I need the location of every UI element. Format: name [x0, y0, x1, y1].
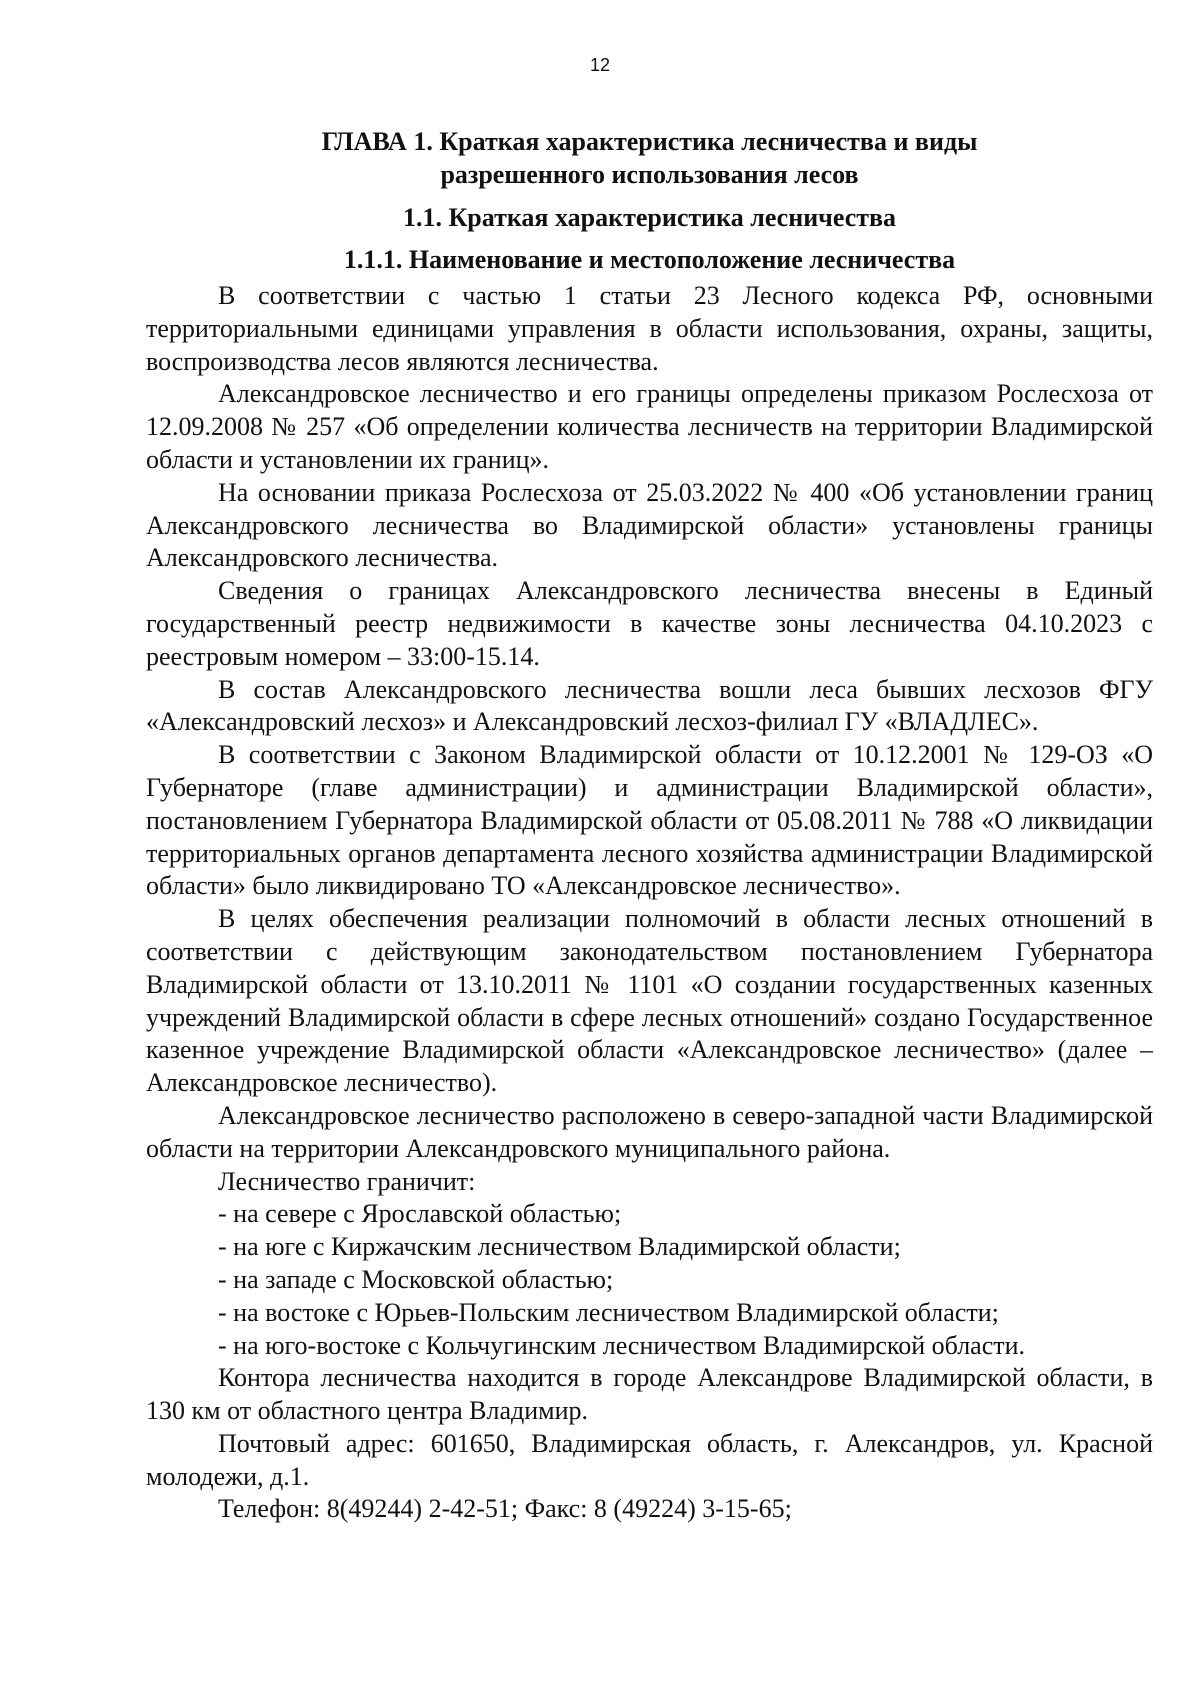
paragraph-location: Александровское лесничество расположено в северо-западной части Владимирской области на территории Александровского муниципального района. [146, 1100, 1153, 1163]
page-number: 12 [589, 55, 611, 75]
paragraph-institution: В целях обеспечения реализации полномочий в области лесных отношений в соответствии с действующим законодательством постановлением Губернатора Владимирской области от 13.10.2011 № 1101 «О создании государственных казенных учреждений Владимирской области в сфере лесных отношений» создано Государственное казенное учреждение Владимирской области «Александровское лесничество» (далее – Александровское лесничество). [146, 904, 1153, 1098]
paragraph-liquidation: В соответствии с Законом Владимирской области от 10.12.2001 № 129-ОЗ «О Губернаторе (главе администрации) и администрации Владимирской области», постановлением Губернатора Владимирской области от 05.08.2011 № 788 «О ликвидации территориальных органов департамента лесного хозяйства администрации Владимирской области» было ликвидировано ТО «Александровское лесничество». [146, 740, 1153, 901]
page-content [146, 125, 1153, 1526]
paragraph-composition: В состав Александровского лесничества вошли леса бывших лесхозов ФГУ «Александровский лесхоз» и Александровский лесхоз-филиал ГУ «ВЛАДЛЕС». [146, 674, 1153, 737]
paragraph-borders-intro: Лесничество граничит: [218, 1166, 476, 1196]
subsection-heading: 1.1.1. Наименование и местоположение лесничества [343, 245, 956, 274]
border-south: - на юге с Киржачским лесничеством Владимирской области; [218, 1232, 901, 1262]
section-heading: 1.1. Краткая характеристика лесничества [402, 203, 897, 232]
chapter-heading: ГЛАВА 1. Краткая характеристика лесничества и виды разрешенного использования лесов [321, 127, 978, 189]
border-southeast: - на юго-востоке с Кольчугинским лесничеством Владимирской области. [218, 1330, 1026, 1360]
border-west: - на западе с Московской областью; [218, 1264, 614, 1294]
border-east: - на востоке с Юрьев-Польским лесничеством Владимирской области; [218, 1297, 999, 1327]
paragraph-phone-fax: Телефон: 8(49244) 2-42-51; Факс: 8 (49224) 3-15-65; [218, 1494, 792, 1524]
paragraph-boundaries-2022: На основании приказа Рослесхоза от 25.03.2022 № 400 «Об установлении границ Александровского лесничества во Владимирской области» установлены границы Александровского лесничества. [146, 477, 1153, 573]
paragraph-postal-address: Почтовый адрес: 601650, Владимирская область, г. Александров, ул. Красной молодежи, д.1. [146, 1428, 1153, 1491]
paragraph-office: Контора лесничества находится в городе Александрове Владимирской области, в 130 км от областного центра Владимир. [146, 1363, 1153, 1426]
paragraph-boundaries-2008: Александровское лесничество и его границы определены приказом Рослесхоза от 12.09.2008 № 257 «Об определении количества лесничеств на территории Владимирской области и установлении их границ». [146, 379, 1153, 474]
paragraph-registry: Сведения о границах Александровского лесничества внесены в Единый государственный реестр недвижимости в качестве зоны лесничества 04.10.2023 с реестровым номером – 33:00-15.14. [146, 576, 1153, 671]
border-north: - на севере с Ярославской областью; [218, 1199, 622, 1229]
paragraph-lesnoy-kodeks: В соответствии с частью 1 статьи 23 Лесного кодекса РФ, основными территориальными единицами управления в области использования, охраны, защиты, воспроизводства лесов являются лесничества. [146, 281, 1153, 376]
